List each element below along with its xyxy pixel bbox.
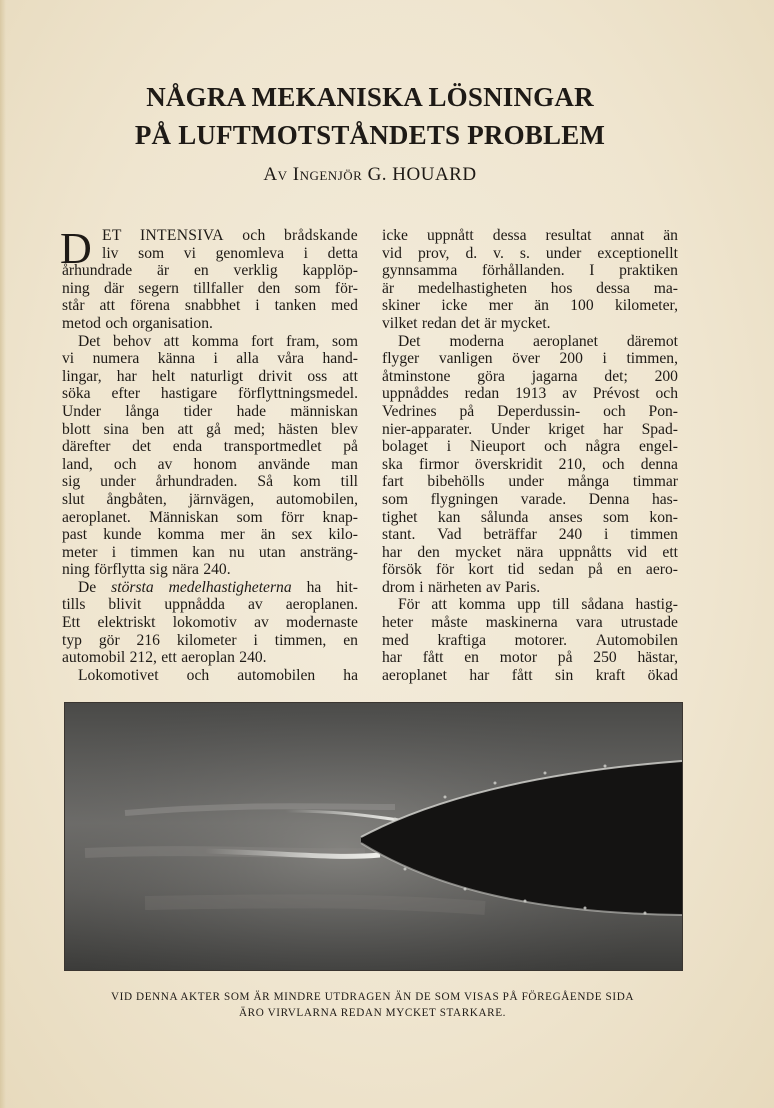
vortex-photograph xyxy=(64,702,683,971)
text-line: aeroplanet. Människan som förr knap- xyxy=(62,508,358,526)
text-line: nier-apparater. Under kriget har Spad- xyxy=(382,420,678,438)
text-line: ning där segern tillfaller den som för- xyxy=(62,279,358,297)
caption-line-2: ÄRO VIRVLARNA REDAN MYCKET STARKARE. xyxy=(238,1007,507,1019)
text-line: åtminstone göra jagarna det; 200 xyxy=(382,367,678,385)
text-line: århundrade är en verklig kapplöp- xyxy=(62,262,358,280)
text-line: ning förflytta sig nära 240. xyxy=(62,561,231,579)
text-line: stant. Vad beträffar 240 i timmen xyxy=(382,526,678,544)
text-line: tills blivit uppnådda av aeroplanen. xyxy=(62,596,358,614)
title-line-2: PÅ LUFTMOTSTÅNDETS PROBLEM xyxy=(134,120,606,150)
text-line: slut ångbåten, järnvägen, automobilen, xyxy=(62,490,358,508)
text-line: uppnåddes redan 1913 av Prévost och xyxy=(382,385,678,403)
text-line: vi numera känna i alla våra hand- xyxy=(62,350,358,368)
text-line: Under långa tider hade människan xyxy=(62,402,358,420)
text-line: försök för kort tid sedan på en aero- xyxy=(382,561,678,579)
text-line: vilket redan det är mycket. xyxy=(382,314,551,332)
text-line: Vedrines på Deperdussin- och Pon- xyxy=(382,402,678,420)
caption-line-1: VID DENNA AKTER SOM ÄR MINDRE UTDRAGEN ÄN DE SOM VISAS PÅ FÖREGÅENDE SIDA xyxy=(110,991,635,1003)
text-line: har den mycket nära uppnåtts vid ett xyxy=(382,543,678,561)
byline-author: G. HOUARD xyxy=(367,164,477,185)
text-line: heter måste maskinerna vara utrustade xyxy=(382,614,678,632)
drop-cap: D xyxy=(60,224,92,273)
article-byline xyxy=(60,164,680,186)
text-line: automobil 212, ett aeroplan 240. xyxy=(62,649,267,667)
page-edge-shadow xyxy=(0,0,6,1108)
text-line: metod och organisation. xyxy=(62,314,213,332)
text-line: Det moderna aeroplanet däremot xyxy=(398,332,678,350)
text-line: skiner icke mer än 100 kilometer, xyxy=(382,297,678,315)
text-line: past kunde komma mer än sex kilo- xyxy=(62,526,358,544)
text-line: Ett elektriskt lokomotiv av modernaste xyxy=(62,614,358,632)
text-line: drom i närheten av Paris. xyxy=(382,578,541,596)
text-line: lingar, har helt naturligt drivit oss att xyxy=(62,367,358,385)
photo-caption xyxy=(64,989,681,1021)
title-line-1: NÅGRA MEKANISKA LÖSNINGAR xyxy=(146,82,594,112)
text-line: står att förena snabbhet i tanken med xyxy=(62,297,358,315)
byline-title: Ingenjör xyxy=(292,164,363,185)
text-line: icke uppnått dessa resultat annat än xyxy=(382,227,678,244)
text-line: blott sina ben att gå med; hästen blev xyxy=(62,420,358,438)
text-line: vid prov, d. v. s. under exceptionellt xyxy=(382,244,678,262)
text-line: ska firmor överskridit 210, och denna xyxy=(382,455,678,473)
text-line: är medelhastigheten hos dessa ma- xyxy=(382,279,678,297)
text-line: ET INTENSIVA och brådskande xyxy=(102,227,358,244)
text-line: med kraftiga motorer. Automobilen xyxy=(382,631,678,649)
text-line: flyger vanligen över 200 i timmen, xyxy=(382,350,678,368)
right-column xyxy=(382,227,678,684)
text-line: söka efter hastigare förflyttningsmedel. xyxy=(62,385,358,403)
text-line: meter i timmen kan nu utan ansträng- xyxy=(62,543,358,561)
text-line: land, och av honom använde man xyxy=(62,455,358,473)
text-line: har fått en motor på 250 hästar, xyxy=(382,649,678,667)
left-column xyxy=(60,224,358,684)
text-line: sig under århundraden. Så kom till xyxy=(62,473,358,491)
text-line: liv som vi genomleva i detta xyxy=(102,244,358,262)
byline-av: Av xyxy=(263,164,288,185)
text-line: aeroplanet har fått sin kraft ökad xyxy=(382,666,678,684)
text-line: som flygningen varade. Denna has- xyxy=(382,490,678,508)
article-title xyxy=(60,78,680,154)
text-line: därefter det enda transportmedlet på xyxy=(62,438,358,456)
text-line: tighet kan sålunda anses som kon- xyxy=(382,508,678,526)
text-line: För att komma upp till sådana hastig- xyxy=(398,596,678,614)
text-line: fart bibehölls under många timmar xyxy=(382,473,678,491)
text-line: Det behov att komma fort fram, som xyxy=(78,332,358,350)
text-line: typ gör 216 kilometer i timmen, en xyxy=(62,631,358,649)
text-line: gynnsamma förhållanden. I praktiken xyxy=(382,262,678,280)
text-line: Lokomotivet och automobilen ha xyxy=(78,666,358,684)
text-line: De största medelhastigheterna ha hit- xyxy=(78,578,358,596)
text-line: bolaget i Nieuport och några engel- xyxy=(382,438,678,456)
